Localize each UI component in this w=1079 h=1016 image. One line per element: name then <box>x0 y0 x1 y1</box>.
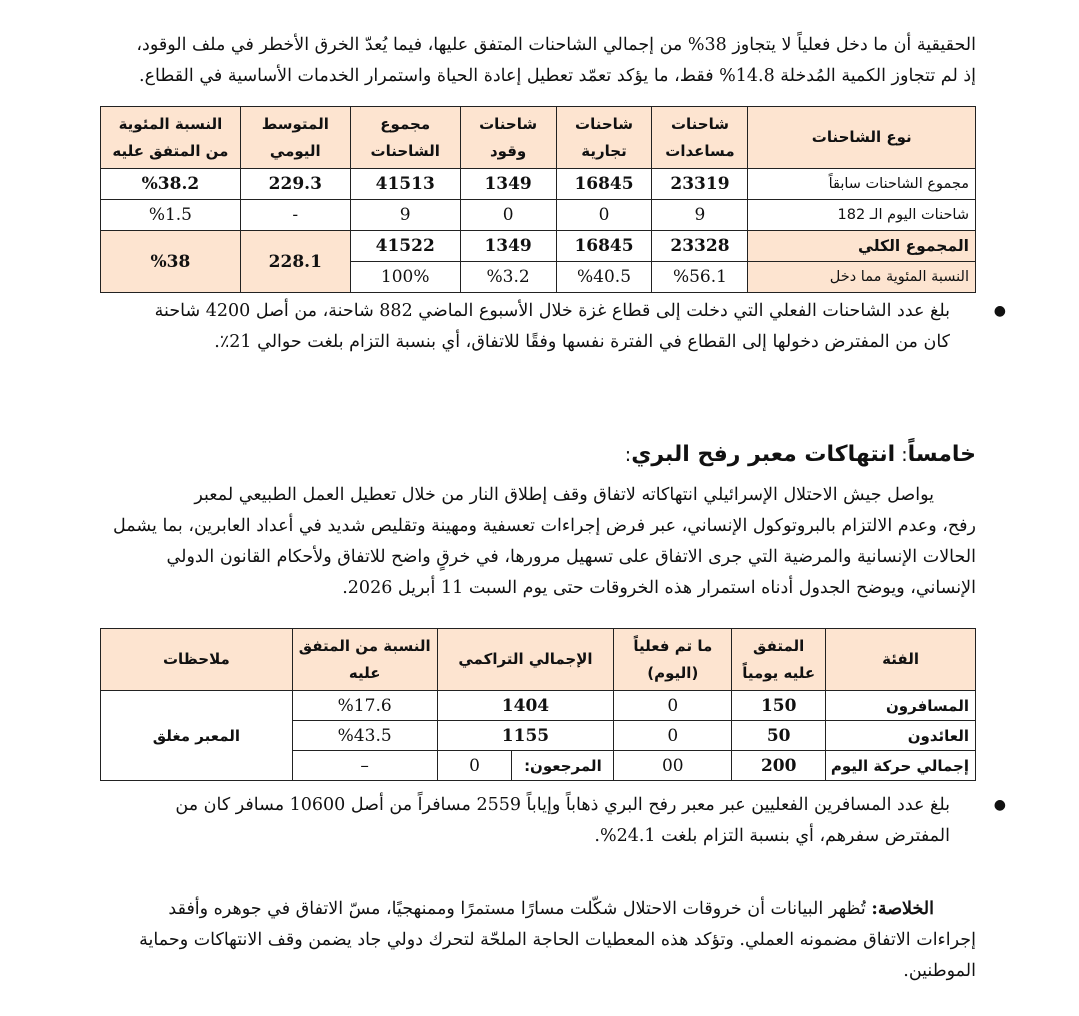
cell-aid: 23328 <box>652 231 748 262</box>
cell-returned-label: المرجعون: <box>512 751 614 781</box>
conclusion-line-2: إجراءات الاتفاق مضمونه العملي. وتؤكد هذه المعطيات الحاجة الملحّة لتحرك دولي جاد يضمن وقف الانتهاكات وحماية <box>139 930 976 950</box>
section-number: خامساً <box>907 442 976 467</box>
cell-fuel: 1349 <box>460 169 556 200</box>
header-cumulative: الإجمالي التراكمي <box>437 629 614 691</box>
cell-aid: 9 <box>652 200 748 231</box>
cell-aid: 23319 <box>652 169 748 200</box>
cell-avg: - <box>240 200 350 231</box>
row-label-previous: مجموع الشاحنات سابقاً <box>748 169 976 200</box>
header-actual: ما تم فعلياً (اليوم) <box>614 629 732 691</box>
crossing-table <box>100 628 976 781</box>
cell-aid: %56.1 <box>652 262 748 293</box>
cell-actual: 0 <box>614 721 732 751</box>
bullet-travelers-line-2: المفترض سفرهم، أي بنسبة التزام بلغت 24.1%. <box>594 826 950 846</box>
section-line-1: يواصل جيش الاحتلال الإسرائيلي انتهاكاته لاتفاق وقف إطلاق النار من خلال تعطيل العمل الطبيعي لمعبر <box>194 485 934 505</box>
cell-pct: %17.6 <box>292 691 437 721</box>
cell-pct: – <box>292 751 437 781</box>
cell-cumulative: 1155 <box>437 721 614 751</box>
section-paragraph <box>100 480 976 604</box>
row-label-share: النسبة المئوية مما دخل <box>748 262 976 293</box>
cell-commercial: %40.5 <box>556 262 652 293</box>
table-row <box>101 691 976 721</box>
cell-commercial: 16845 <box>556 169 652 200</box>
conclusion-line-1-wrap <box>100 894 976 925</box>
section-colon-end: : <box>624 444 632 466</box>
cell-notes: المعبر مغلق <box>101 691 293 781</box>
cell-agreed: 50 <box>732 721 826 751</box>
cell-actual: 00 <box>614 751 732 781</box>
cell-avg: 229.3 <box>240 169 350 200</box>
conclusion-line-3: الموطنين. <box>903 961 976 981</box>
table-row <box>101 200 976 231</box>
cell-pct: %1.5 <box>101 200 241 231</box>
cell-pct: %38 <box>101 231 241 293</box>
header-total: مجموع الشاحنات <box>350 107 460 169</box>
intro-line-2: إذ لم تتجاوز الكمية المُدخلة 14.8% فقط، ما يؤكد تعمّد تعطيل إعادة الحياة واستمرار الخدمات الأساسية في القطاع. <box>139 66 976 86</box>
cell-agreed: 150 <box>732 691 826 721</box>
cell-cumulative: 1404 <box>437 691 614 721</box>
bullet-dot-icon: ● <box>993 303 1006 319</box>
cell-pct: %43.5 <box>292 721 437 751</box>
header-pct: النسبة المئوية من المتفق عليه <box>101 107 241 169</box>
trucks-header-row <box>101 107 976 169</box>
intro-line-1: الحقيقية أن ما دخل فعلياً لا يتجاوز 38% من إجمالي الشاحنات المتفق عليها، فيما يُعدّ الخرق الأخطر في ملف الوقود، <box>136 35 976 55</box>
cell-commercial: 0 <box>556 200 652 231</box>
bullet-trucks-line-1: بلغ عدد الشاحنات الفعلي التي دخلت إلى قطاع غزة خلال الأسبوع الماضي 882 شاحنة، من أصل 4200 شاحنة <box>154 301 950 321</box>
section-line-3: الحالات الإنسانية والمرضية التي جرى الاتفاق على تسهيل مرورها، في خرقٍ واضح للاتفاق ولأحكام القانون الدولي <box>166 547 976 567</box>
bullet-travelers <box>100 790 1006 852</box>
conclusion-label: الخلاصة: <box>871 899 934 919</box>
header-avg: المتوسط اليومي <box>240 107 350 169</box>
cell-fuel: 0 <box>460 200 556 231</box>
cell-fuel: %3.2 <box>460 262 556 293</box>
section-heading <box>625 442 976 467</box>
section-line-4: الإنساني، ويوضح الجدول أدناه استمرار هذه الخروقات حتى يوم السبت 11 أبريل 2026. <box>342 578 976 598</box>
intro-paragraph <box>100 30 976 92</box>
row-label-grand: المجموع الكلي <box>748 231 976 262</box>
cell-fuel: 1349 <box>460 231 556 262</box>
crossing-header-row <box>101 629 976 691</box>
section-title: انتهاكات معبر رفح البري <box>631 442 896 467</box>
cell-returned-value: 0 <box>437 751 512 781</box>
cell-total: 41522 <box>350 231 460 262</box>
section-colon: : <box>895 444 908 466</box>
table-row <box>101 231 976 262</box>
bullet-trucks-line-2: كان من المفترض دخولها إلى القطاع في الفترة نفسها وفقًا للاتفاق، أي بنسبة التزام بلغت حوالي 21٪. <box>214 332 950 352</box>
header-fuel: شاحنات وقود <box>460 107 556 169</box>
header-category: الفئة <box>826 629 976 691</box>
trucks-table <box>100 106 976 293</box>
bullet-travelers-line-1: بلغ عدد المسافرين الفعليين عبر معبر رفح البري ذهاباً وإياباً 2559 مسافراً من أصل 10600 مسافر كان من <box>175 795 950 815</box>
cell-total: 9 <box>350 200 460 231</box>
header-commercial: شاحنات تجارية <box>556 107 652 169</box>
header-agreed: المتفق عليه يومياً <box>732 629 826 691</box>
header-pct: النسبة من المتفق عليه <box>292 629 437 691</box>
row-label-total: إجمالي حركة اليوم <box>826 751 976 781</box>
conclusion-line-1: تُظهر البيانات أن خروقات الاحتلال شكّلت مسارًا مستمرًا وممنهجيًا، مسّ الاتفاق في جوهره وأفقد <box>168 899 866 919</box>
cell-agreed: 200 <box>732 751 826 781</box>
cell-actual: 0 <box>614 691 732 721</box>
conclusion-paragraph <box>100 894 976 987</box>
cell-commercial: 16845 <box>556 231 652 262</box>
header-aid: شاحنات مساعدات <box>652 107 748 169</box>
header-type: نوع الشاحنات <box>748 107 976 169</box>
row-label-returnees: العائدون <box>826 721 976 751</box>
section-line-2: رفح، وعدم الالتزام بالبروتوكول الإنساني، عبر فرض إجراءات تعسفية ومهينة وتقليص شديد في أعداد العابرين، بما يشمل <box>113 516 976 536</box>
table-row <box>101 169 976 200</box>
row-label-today: شاحنات اليوم الـ 182 <box>748 200 976 231</box>
cell-total: 100% <box>350 262 460 293</box>
bullet-dot-icon: ● <box>993 797 1006 813</box>
header-notes: ملاحظات <box>101 629 293 691</box>
row-label-travelers: المسافرون <box>826 691 976 721</box>
cell-pct: %38.2 <box>101 169 241 200</box>
cell-avg: 228.1 <box>240 231 350 293</box>
bullet-trucks <box>100 296 1006 358</box>
cell-total: 41513 <box>350 169 460 200</box>
